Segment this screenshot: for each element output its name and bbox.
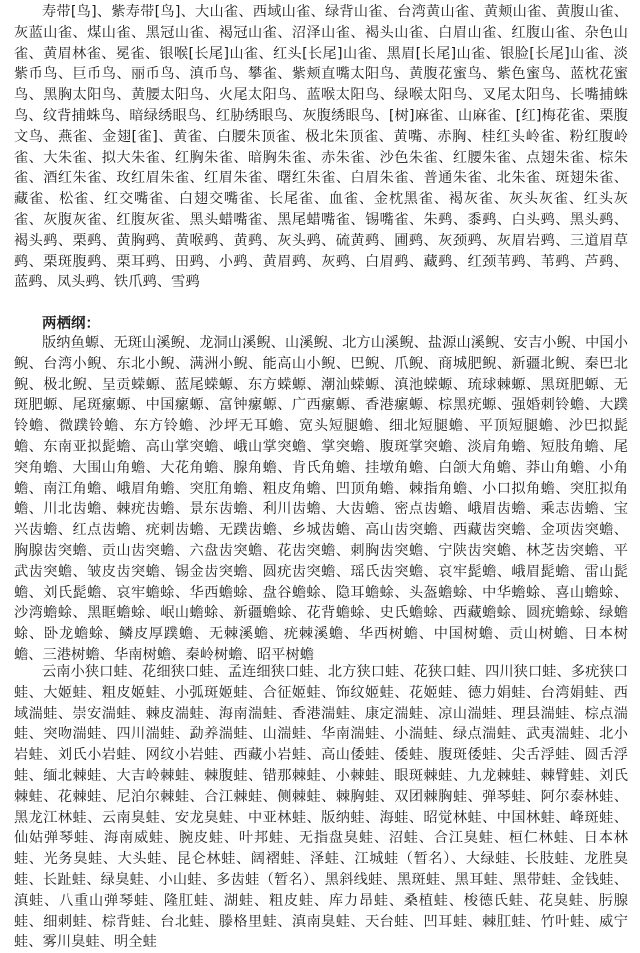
amphibia-frog-paragraph: 云南小狭口蛙、花细狭口蛙、孟连细狭口蛙、北方狭口蛙、花狭口蛙、四川狭口蛙、多疣狭口蛙、大姬蛙、粗皮姬蛙、小弧斑姬蛙、合征姬蛙、饰纹姬蛙、花姬蛙、德力娟蛙、台湾娟蛙、西域湍蛙、崇安湍蛙、棘皮湍蛙、海南湍蛙、香港湍蛙、康定湍蛙、凉山湍蛙、理县湍蛙、棕点湍蛙、突吻湍蛙、四川湍蛙、勐养湍蛙、山湍蛙、华南湍蛙、小湍蛙、绿点湍蛙、武夷湍蛙、北小岩蛙、刘氏小岩蛙、网纹小岩蛙、西藏小岩蛙、高山倭蛙、倭蛙、腹斑倭蛙、尖舌浮蛙、圆舌浮蛙、缅北棘蛙、大吉岭棘蛙、棘腹蛙、错那棘蛙、小棘蛙、眼斑棘蛙、九龙棘蛙、棘臂蛙、刘氏棘蛙、花棘蛙、尼泊尔棘蛙、合江棘蛙、侧棘蛙、棘胸蛙、双团棘胸蛙、弹琴蛙、阿尔泰林蛙、黑龙江林蛙、云南臭蛙、安龙臭蛙、中亚林蛙、版纳蛙、海蛙、昭觉林蛙、中国林蛙、峰斑蛙、仙姑弹琴蛙、海南威蛙、腕皮蛙、叶邦蛙、无指盘臭蛙、沼蛙、合江臭蛙、桓仁林蛙、日本林蛙、光务臭蛙、大头蛙、昆仑林蛙、阔褶蛙、泽蛙、江城蛙（暂名）、大绿蛙、长肢蛙、龙胜臭蛙、长趾蛙、绿臭蛙、小山蛙、多齿蛙（暂名）、黑斜线蛙、黑斑蛙、黑耳蛙、黑带蛙、金钱蛙、滇蛙、八重山弹琴蛙、隆肛蛙、湖蛙、粗皮蛙、库力昂蛙、桑植蛙、梭德氏蛙、花臭蛙、肟腺蛙、细刺蛙、棕背蛙、台北蛙、滕格里蛙、滇南臭蛙、天台蛙、凹耳蛙、棘肛蛙、竹叶蛙、威宁蛙、雾川臭蛙、明全蛙 <box>14 664 628 951</box>
bird-species-paragraph: 寿带[鸟]、紫寿带[鸟]、大山雀、西域山雀、绿背山雀、台湾黄山雀、黄颊山雀、黄腹山雀、灰蓝山雀、煤山雀、黑冠山雀、褐冠山雀、沼泽山雀、褐头山雀、白眉山雀、红腹山雀、杂色山雀、黄眉林雀、冕雀、银喉[长尾]山雀、红头[长尾]山雀、黑眉[长尾]山雀、银脸[长尾]山雀、淡紫币鸟、巨币鸟、丽币鸟、滇币鸟、攀雀、紫颊直嘴太阳鸟、黄腹花蜜鸟、紫色蜜鸟、蓝枕花蜜鸟、黑胸太阳鸟、黄腰太阳鸟、火尾太阳鸟、蓝喉太阳鸟、绿喉太阳鸟、叉尾太阳鸟、长嘴捕蛛鸟、纹背捕蛛鸟、暗绿绣眼鸟、红胁绣眼鸟、灰腹绣眼鸟、[树]麻雀、山麻雀、[红]梅花雀、栗腹文鸟、燕雀、金翅[雀]、黄雀、白腰朱顶雀、极北朱顶雀、黄嘴、赤胸、桂红头岭雀、粉红腹岭雀、大朱雀、拟大朱雀、红胸朱雀、暗胸朱雀、赤朱雀、沙色朱雀、红腰朱雀、点翅朱雀、棕朱雀、酒红朱雀、玫红眉朱雀、红眉朱雀、曙红朱雀、白眉朱雀、普通朱雀、北朱雀、斑翅朱雀、藏雀、松雀、红交嘴雀、白翅交嘴雀、长尾雀、血雀、金枕黑雀、褐灰雀、灰头灰雀、红头灰雀、灰腹灰雀、红腹灰雀、黑头蜡嘴雀、黑尾蜡嘴雀、锡嘴雀、朱鹀、黍鹀、白头鹀、黑头鹀、褐头鹀、栗鹀、黄胸鹀、黄喉鹀、黄鹀、灰头鹀、硫黄鹀、圃鹀、灰颈鹀、灰眉岩鹀、三道眉草鹀、栗斑腹鹀、栗耳鹀、田鹀、小鹀、黄眉鹀、灰鹀、白眉鹀、藏鹀、红颈苇鹀、苇鹀、芦鹀、蓝鹀、凤头鹀、铁爪鹀、雪鹀 <box>14 4 628 291</box>
amphibia-caudata-anura-paragraph: 版纳鱼螈、无斑山溪鲵、龙洞山溪鲵、山溪鲵、北方山溪鲵、盐源山溪鲵、安吉小鲵、中国小鲵、台湾小鲵、东北小鲵、满洲小鲵、能高山小鲵、巴鲵、爪鲵、商城肥鲵、新疆北鲵、秦巴北鲵、极北鲵、呈贡蝾螈、蓝尾蝾螈、东方蝾螈、潮汕蝾螈、滇池蝾螈、琉球棘螈、黑斑肥螈、无斑肥螈、尾斑瘰螈、中国瘰螈、富钟瘰螈、广西瘰螈、香港瘰螈、棕黑疣螈、强婚刺铃蟾、大蹼铃蟾、微蹼铃蟾、东方铃蟾、沙坪无耳蟾、宽头短腿蟾、细北短腿蟾、平顶短腿蟾、沙巴拟髭蟾、东南亚拟髭蟾、高山掌突蟾、峨山掌突蟾、掌突蟾、腹斑掌突蟾、淡肩角蟾、短肢角蟾、尾突角蟾、大围山角蟾、大花角蟾、腺角蟾、肯氏角蟾、挂墩角蟾、白颌大角蟾、莽山角蟾、小角蟾、南江角蟾、峨眉角蟾、突肛角蟾、粗皮角蟾、凹顶角蟾、棘指角蟾、小口拟角蟾、突肛拟角蟾、川北齿蟾、棘疣齿蟾、景东齿蟾、利川齿蟾、大齿蟾、密点齿蟾、峨眉齿蟾、乘志齿蟾、宝兴齿蟾、红点齿蟾、疣刺齿蟾、无蹼齿蟾、乡城齿蟾、高山齿突蟾、西藏齿突蟾、金项齿突蟾、胸腺齿突蟾、贡山齿突蟾、六盘齿突蟾、花齿突蟾、刺胸齿突蟾、宁陕齿突蟾、林芝齿突蟾、平武齿突蟾、皱皮齿突蟾、锡金齿突蟾、圆疣齿突蟾、瑶氏齿突蟾、哀牢髭蟾、峨眉髭蟾、雷山髭蟾、刘氏髭蟾、哀牢蟾蜍、华西蟾蜍、盘谷蟾蜍、隐耳蟾蜍、头盔蟾蜍、中华蟾蜍、喜山蟾蜍、沙湾蟾蜍、黑眶蟾蜍、岷山蟾蜍、新疆蟾蜍、花背蟾蜍、史氏蟾蜍、西藏蟾蜍、圆疣蟾蜍、绿蟾蜍、卧龙蟾蜍、鳞皮厚蹼蟾、无棘溪蟾、疣棘溪蟾、华西树蟾、中国树蟾、贡山树蟾、日本树蟾、三港树蟾、华南树蟾、秦岭树蟾、昭平树蟾 <box>14 335 628 663</box>
amphibia-section-heading: 两栖纲： <box>42 316 100 332</box>
